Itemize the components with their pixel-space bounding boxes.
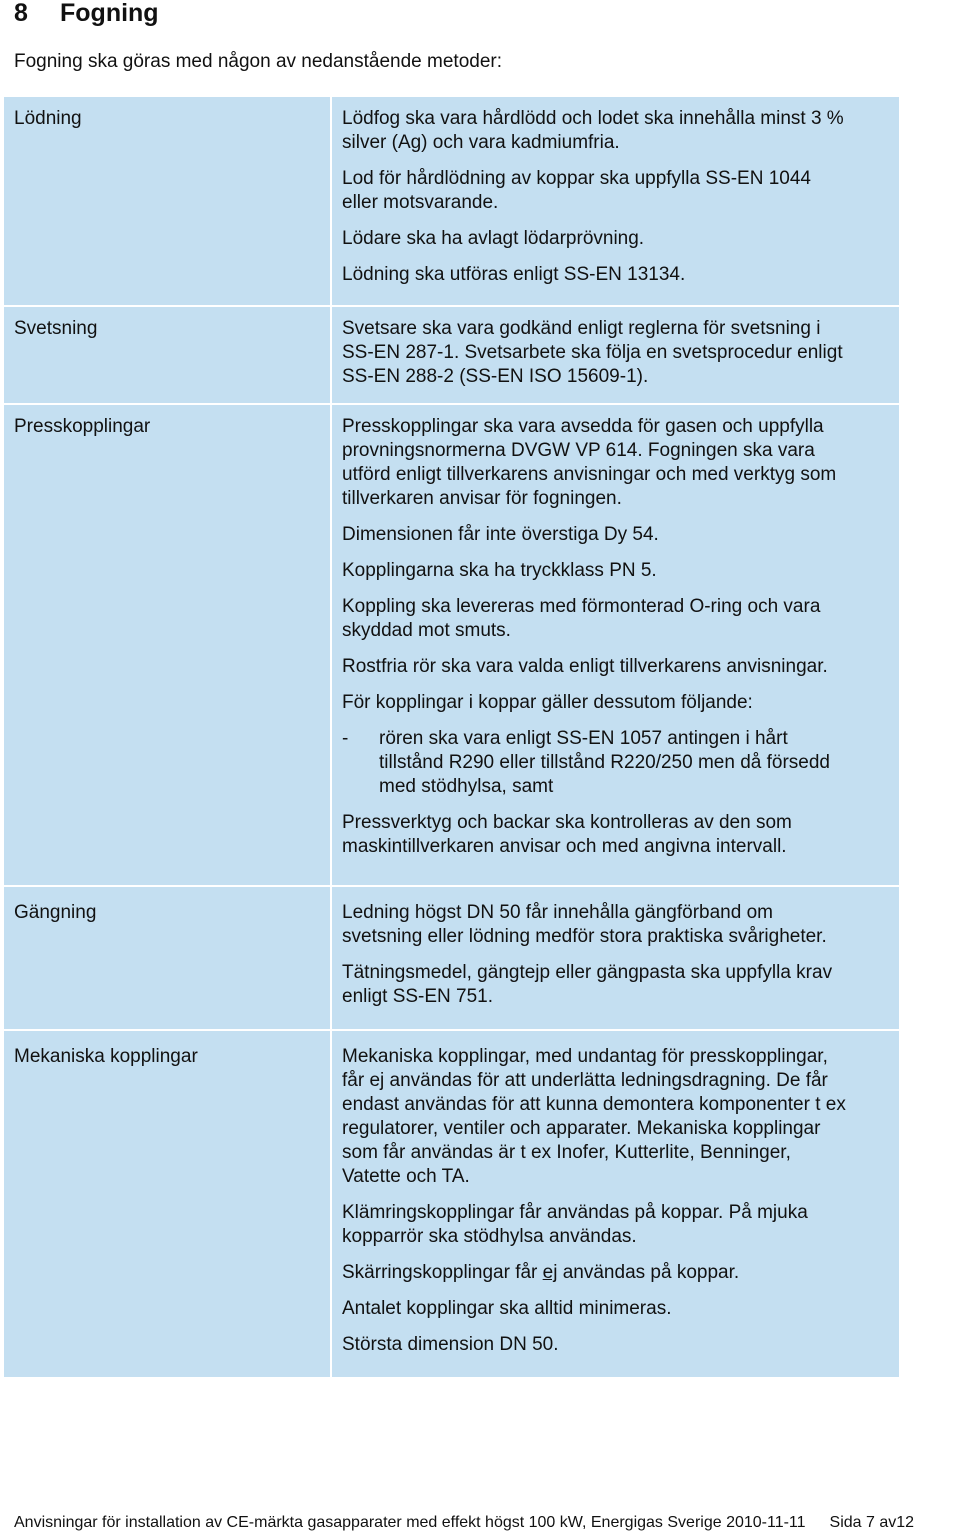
paragraph: Lödfog ska vara hårdlödd och lodet ska innehålla minst 3 % silver (Ag) och vara kadmiumfria. (342, 108, 844, 153)
footer-text: Anvisningar för installation av CE-märkta gasapparater med effekt högst 100 kW, Energigas Sverige 2010-11-11 (14, 1514, 806, 1531)
paragraph: För kopplingar i koppar gäller dessutom följande: (342, 692, 753, 713)
paragraph: Lod för hårdlödning av koppar ska uppfylla SS-EN 1044 eller motsvarande. (342, 168, 811, 213)
paragraph-skarring (342, 1261, 887, 1285)
bullet-text: rören ska vara enligt SS-EN 1057 antingen i hårt tillstånd R290 eller tillstånd R220/250 men då försedd med stödhylsa, samt (379, 728, 830, 797)
underlined-text: ej (542, 1262, 558, 1283)
paragraph: Lödning ska utföras enligt SS-EN 13134. (342, 264, 686, 285)
table-row-mekaniska-kopplingar (4, 1030, 899, 1377)
bullet-dash: - (342, 728, 349, 749)
section-number: 8 (14, 0, 28, 27)
page-number: Sida 7 av12 (829, 1514, 915, 1531)
section-heading (14, 0, 159, 28)
section-title: Fogning (60, 0, 159, 27)
method-label: Gängning (4, 886, 331, 1030)
paragraph: Klämringskopplingar får användas på koppar. På mjuka kopparrör ska stödhylsa användas. (342, 1202, 808, 1247)
paragraph: Pressverktyg och backar ska kontrolleras av den som maskintillverkaren anvisar och med angivna intervall. (342, 812, 792, 857)
method-description (331, 886, 899, 1030)
bullet-item (342, 727, 887, 799)
paragraph: Lödare ska ha avlagt lödarprövning. (342, 228, 645, 249)
paragraph: Antalet kopplingar ska alltid minimeras. (342, 1298, 672, 1319)
method-description (331, 404, 899, 886)
method-label: Mekaniska kopplingar (4, 1030, 331, 1377)
text-segment: Skärringskopplingar får (342, 1262, 543, 1283)
paragraph: Koppling ska levereras med förmonterad O-ring och vara skyddad mot smuts. (342, 596, 821, 641)
paragraph: Tätningsmedel, gängtejp eller gängpasta ska uppfylla krav enligt SS-EN 751. (342, 962, 833, 1007)
method-label: Lödning (14, 108, 82, 129)
method-label: Svetsning (4, 306, 331, 404)
paragraph: Presskopplingar ska vara avsedda för gasen och uppfylla provningsnormerna DVGW VP 614. Fogningen ska vara utförd enligt tillverkarens anvisningar och med verktyg som tillverkaren anvisar för fogningen. (342, 416, 837, 509)
table-row-gangning (4, 886, 899, 1030)
method-label: Presskopplingar (4, 404, 331, 886)
paragraph: Största dimension DN 50. (342, 1334, 559, 1355)
method-description (331, 1030, 899, 1377)
paragraph: Kopplingarna ska ha tryckklass PN 5. (342, 560, 657, 581)
page-footer (14, 1513, 914, 1533)
paragraph: Dimensionen får inte överstiga Dy 54. (342, 524, 659, 545)
fogning-methods-table (4, 97, 899, 1377)
table-row-svetsning (4, 306, 899, 404)
method-description (331, 97, 899, 306)
paragraph: Svetsare ska vara godkänd enligt reglerna för svetsning i SS-EN 287-1. Svetsarbete ska följa en svetsprocedur enligt SS-EN 288-2 (SS-EN ISO 15609-1). (342, 318, 843, 387)
paragraph: Rostfria rör ska vara valda enligt tillverkarens anvisningar. (342, 656, 828, 677)
table-row-lodning (4, 97, 899, 306)
method-description (331, 306, 899, 404)
intro-text: Fogning ska göras med någon av nedanstående metoder: (14, 51, 502, 72)
table-row-presskopplingar (4, 404, 899, 886)
paragraph: Mekaniska kopplingar, med undantag för presskopplingar, får ej användas för att underlätta ledningsdragning. De får endast användas för att kunna demontera komponenter t ex regulatorer, ventiler och apparater. Mekaniska kopplingar som får användas är t ex Inofer, Kutterlite, Benninger, Vatette och TA. (342, 1046, 846, 1187)
text-segment: användas på koppar. (557, 1262, 740, 1283)
paragraph: Ledning högst DN 50 får innehålla gängförband om svetsning eller lödning medför stora praktiska svårigheter. (342, 902, 827, 947)
